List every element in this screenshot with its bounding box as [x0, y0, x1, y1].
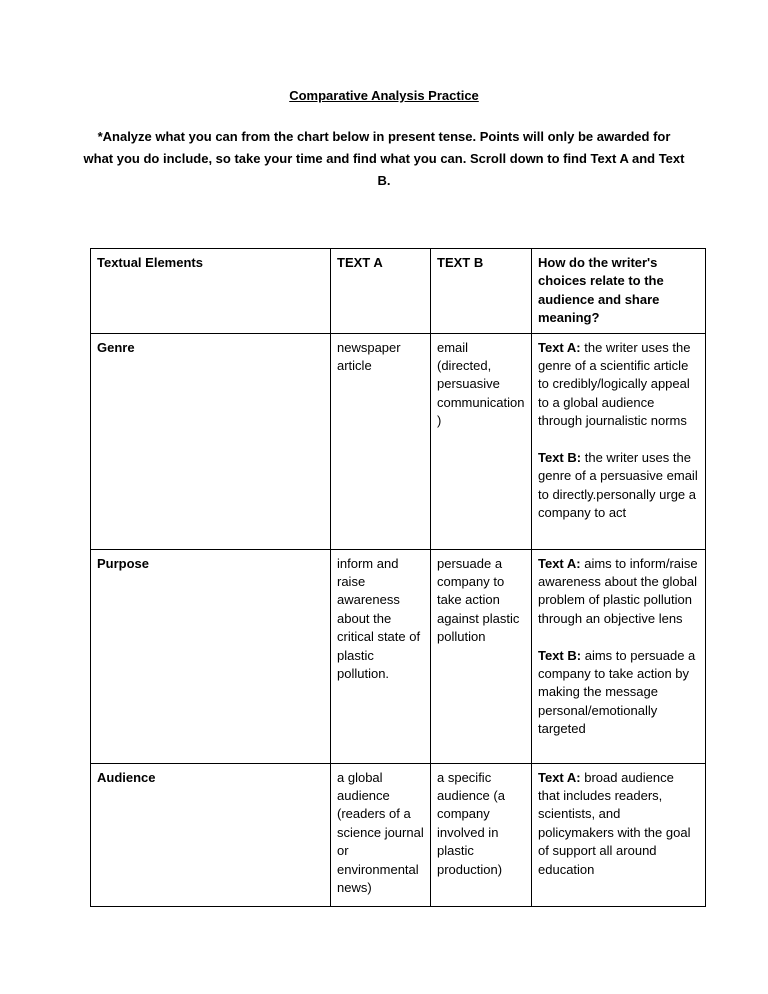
row-label-purpose: Purpose [91, 549, 331, 763]
analysis-label-text-a: Text A: [538, 339, 581, 355]
table-header-row [91, 249, 706, 334]
analysis-label-text-b: Text B: [538, 450, 582, 466]
genre-text-b-cell: email (directed, persuasive communication) [431, 333, 532, 549]
analysis-label-text-a: Text A: [538, 555, 581, 571]
analysis-label-text-b: Text B: [538, 647, 582, 663]
analysis-paragraph-text-a [538, 339, 699, 431]
analysis-body-text-a: broad audience that includes readers, scientists, and policymakers with the goal of support all around education [538, 769, 691, 877]
table-row-audience [91, 763, 706, 906]
analysis-paragraph-text-a [538, 769, 699, 879]
analysis-paragraph-text-b [538, 449, 699, 523]
page-title: Comparative Analysis Practice [289, 88, 479, 103]
analysis-label-text-a: Text A: [538, 769, 581, 785]
audience-text-a-cell: a global audience (readers of a science journal or environmental news) [331, 763, 431, 906]
row-label-genre: Genre [91, 333, 331, 549]
audience-text-b-cell: a specific audience (a company involved in plastic production) [431, 763, 532, 906]
table-row-purpose [91, 549, 706, 763]
audience-analysis-cell [532, 763, 706, 906]
analysis-paragraph-text-b [538, 647, 699, 739]
header-text-a: TEXT A [331, 249, 431, 334]
analysis-table [90, 248, 706, 907]
analysis-paragraph-text-a [538, 555, 699, 629]
analysis-body-text-a: aims to inform/raise awareness about the global problem of plastic pollution through an objective lens [538, 555, 698, 626]
analysis-body-text-b: aims to persuade a company to take action by making the message personal/emotionally targeted [538, 647, 696, 737]
instructions-paragraph: *Analyze what you can from the chart below in present tense. Points will only be awarded for what you do include, so take your time and find what you can. Scroll down to find Text A and Text B. [83, 129, 685, 188]
header-text-b: TEXT B [431, 249, 532, 334]
purpose-text-a-cell: inform and raise awareness about the critical state of plastic pollution. [331, 549, 431, 763]
analysis-body-text-a: the writer uses the genre of a scientific article to credibly/logically appeal to a global audience through journalistic norms [538, 339, 691, 429]
header-textual-elements: Textual Elements [91, 249, 331, 334]
analysis-body-text-b: the writer uses the genre of a persuasive email to directly.personally urge a company to act [538, 450, 698, 521]
purpose-text-b-cell: persuade a company to take action against plastic pollution [431, 549, 532, 763]
genre-text-a-cell: newspaper article [331, 333, 431, 549]
header-analysis-question: How do the writer's choices relate to the audience and share meaning? [532, 249, 706, 334]
purpose-analysis-cell [532, 549, 706, 763]
row-label-audience: Audience [91, 763, 331, 906]
table-row-genre [91, 333, 706, 549]
genre-analysis-cell [532, 333, 706, 549]
